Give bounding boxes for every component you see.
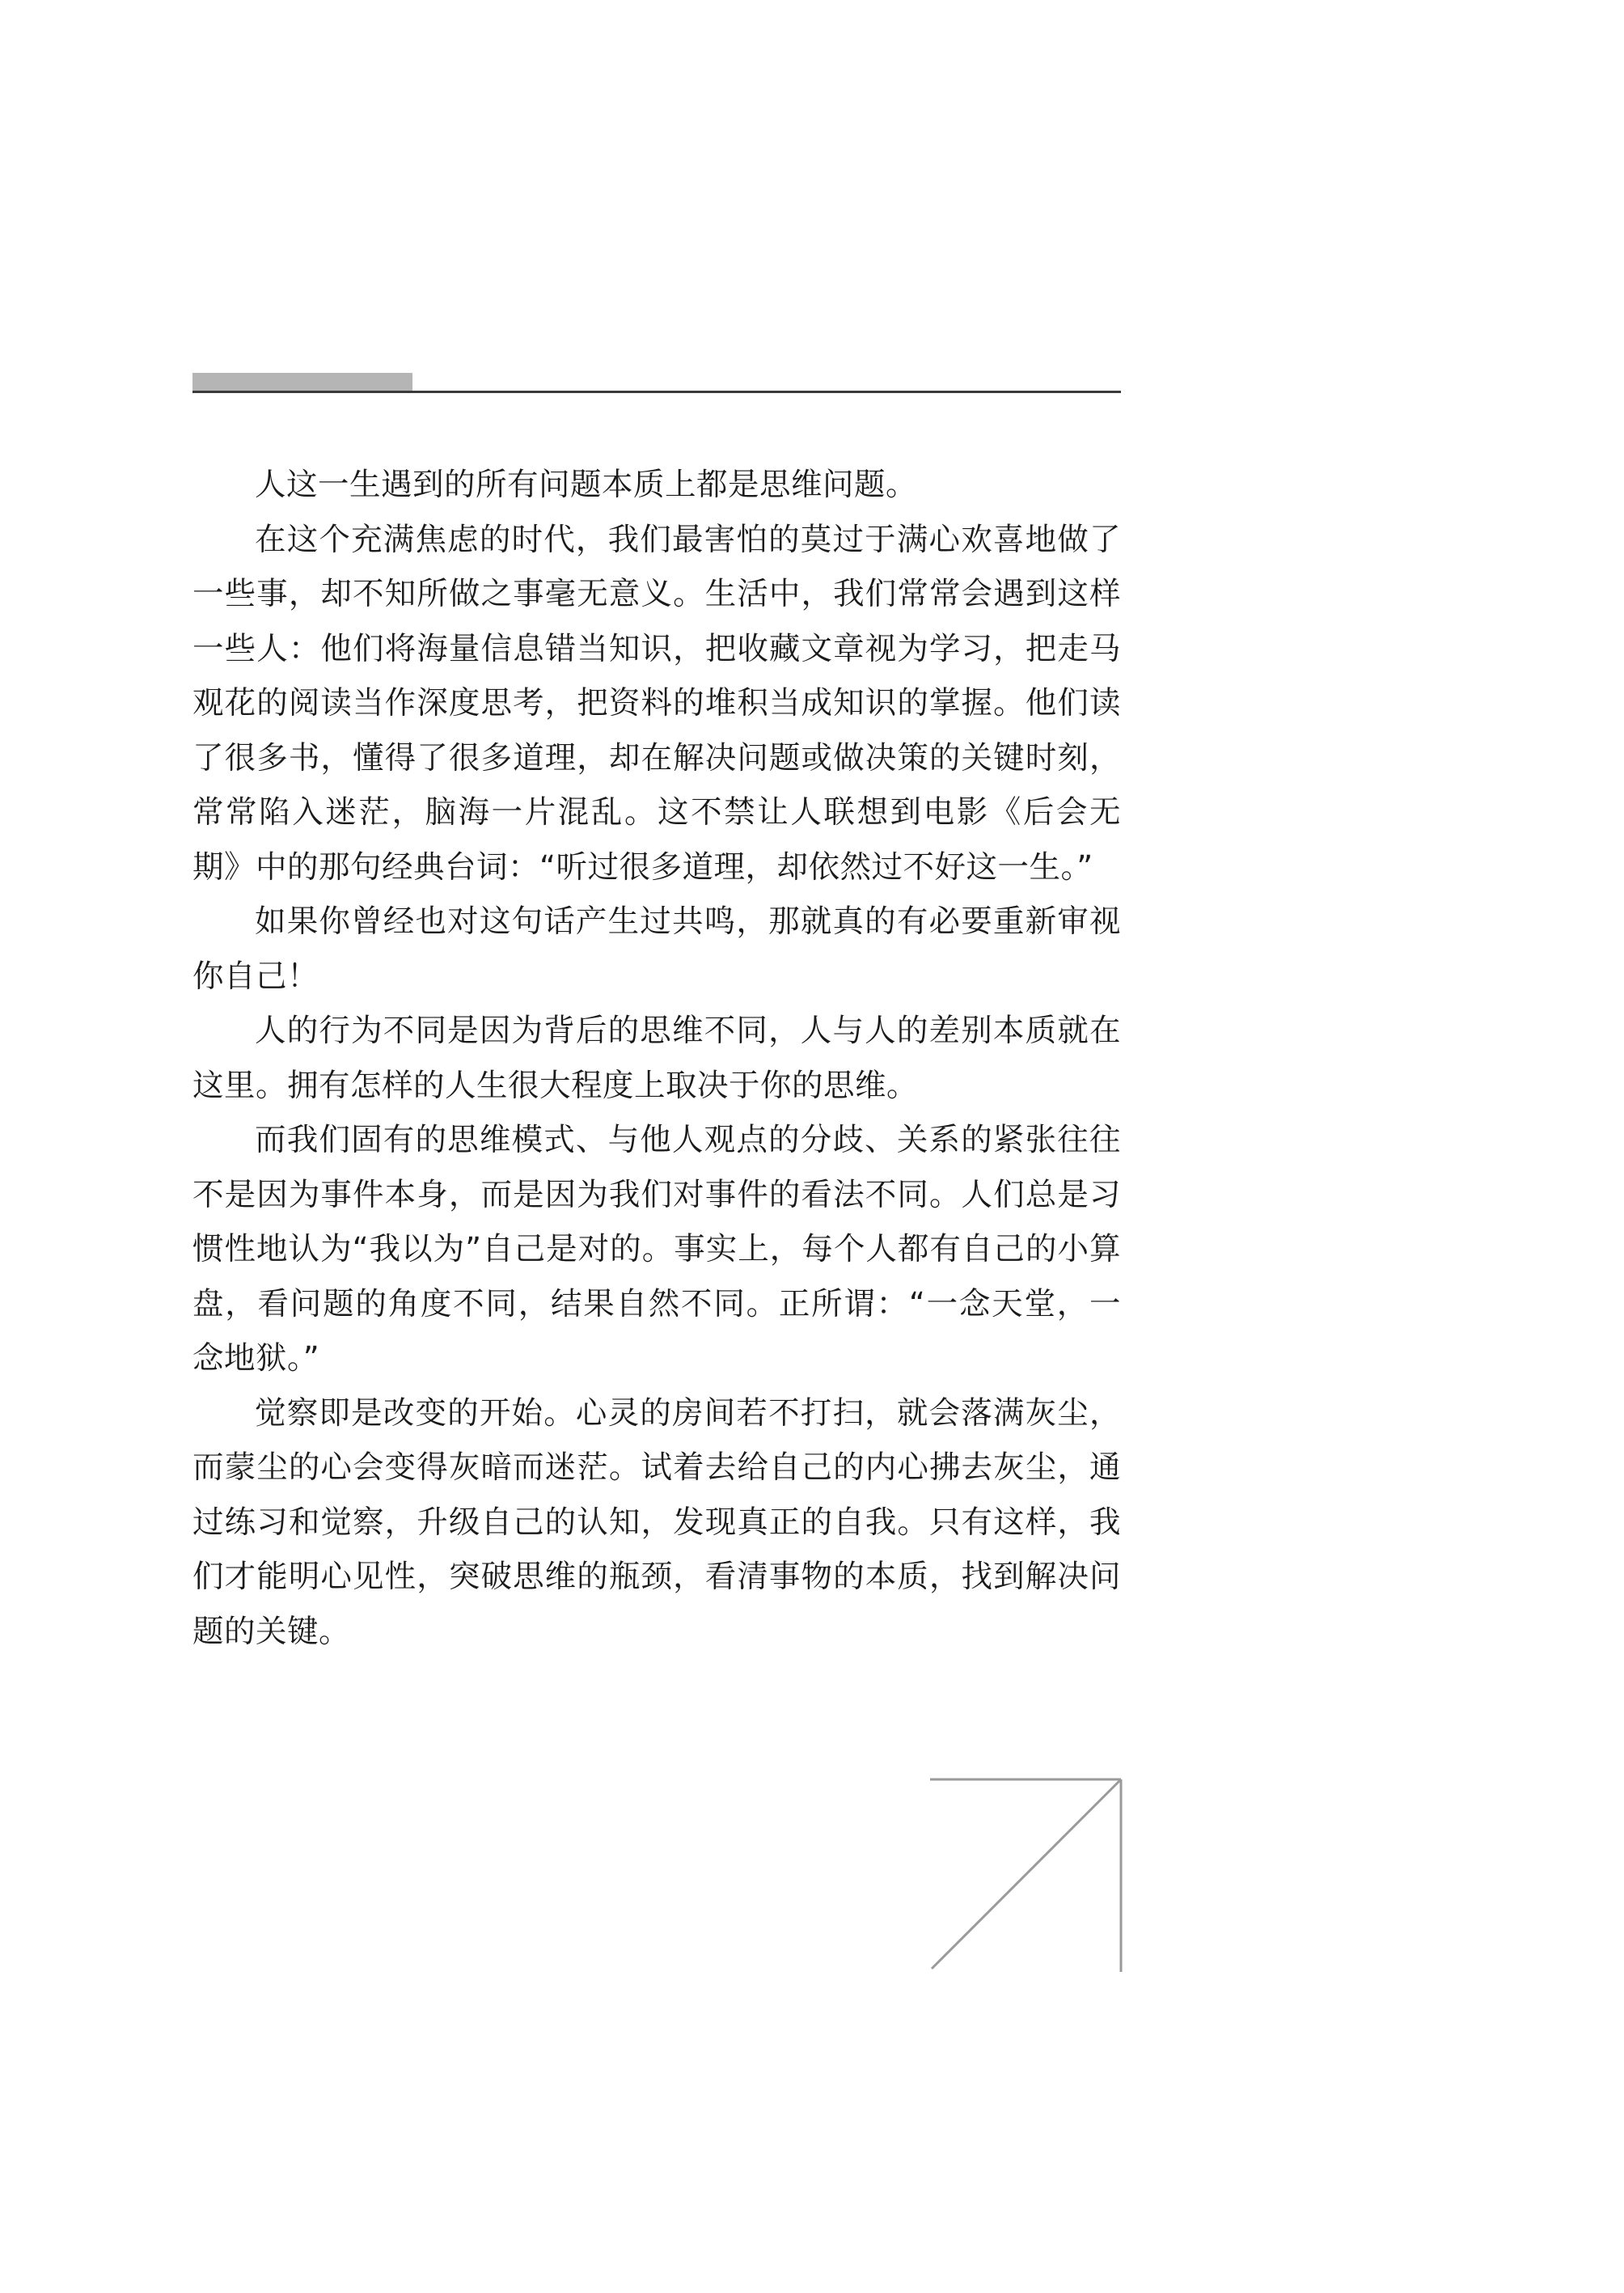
paragraph-6: 觉察即是改变的开始。心灵的房间若不打扫，就会落满灰尘，而蒙尘的心会变得灰暗而迷茫。试着去给自己的内心拂去灰尘，通过练习和觉察，升级自己的认知，发现真正的自我。只有这样，我们才能明心见性，突破思维的瓶颈，看清事物的本质，找到解决问题的关键。 [192, 1394, 1121, 1650]
corner-arrow-mark [930, 1778, 1124, 1972]
paragraph-4: 人的行为不同是因为背后的思维不同，人与人的差别本质就在这里。拥有怎样的人生很大程度上取决于你的思维。 [192, 1013, 1121, 1104]
paragraph-3: 如果你曾经也对这句话产生过共鸣，那就真的有必要重新审视你自己！ [192, 903, 1121, 995]
body-text [192, 458, 1121, 1659]
corner-mark-diagonal-line [932, 1779, 1121, 1969]
header-rule [192, 391, 1121, 393]
paragraph-2: 在这个充满焦虑的时代，我们最害怕的莫过于满心欢喜地做了一些事，却不知所做之事毫无意义。生活中，我们常常会遇到这样一些人：他们将海量信息错当知识，把收藏文章视为学习，把走马观花的阅读当作深度思考，把资料的堆积当成知识的掌握。他们读了很多书，懂得了很多道理，却在解决问题或做决策的关键时刻，常常陷入迷茫，脑海一片混乱。这不禁让人联想到电影《后会无期》中的那句经典台词：“听过很多道理，却依然过不好这一生。” [192, 521, 1121, 886]
paragraph-5: 而我们固有的思维模式、与他人观点的分歧、关系的紧张往往不是因为事件本身，而是因为我们对事件的看法不同。人们总是习惯性地认为“我以为”自己是对的。事实上，每个人都有自己的小算盘，看问题的角度不同，结果自然不同。正所谓：“一念天堂，一念地狱。” [192, 1122, 1121, 1377]
paragraph-1: 人这一生遇到的所有问题本质上都是思维问题。 [255, 467, 918, 503]
header-accent-bar [192, 373, 412, 391]
